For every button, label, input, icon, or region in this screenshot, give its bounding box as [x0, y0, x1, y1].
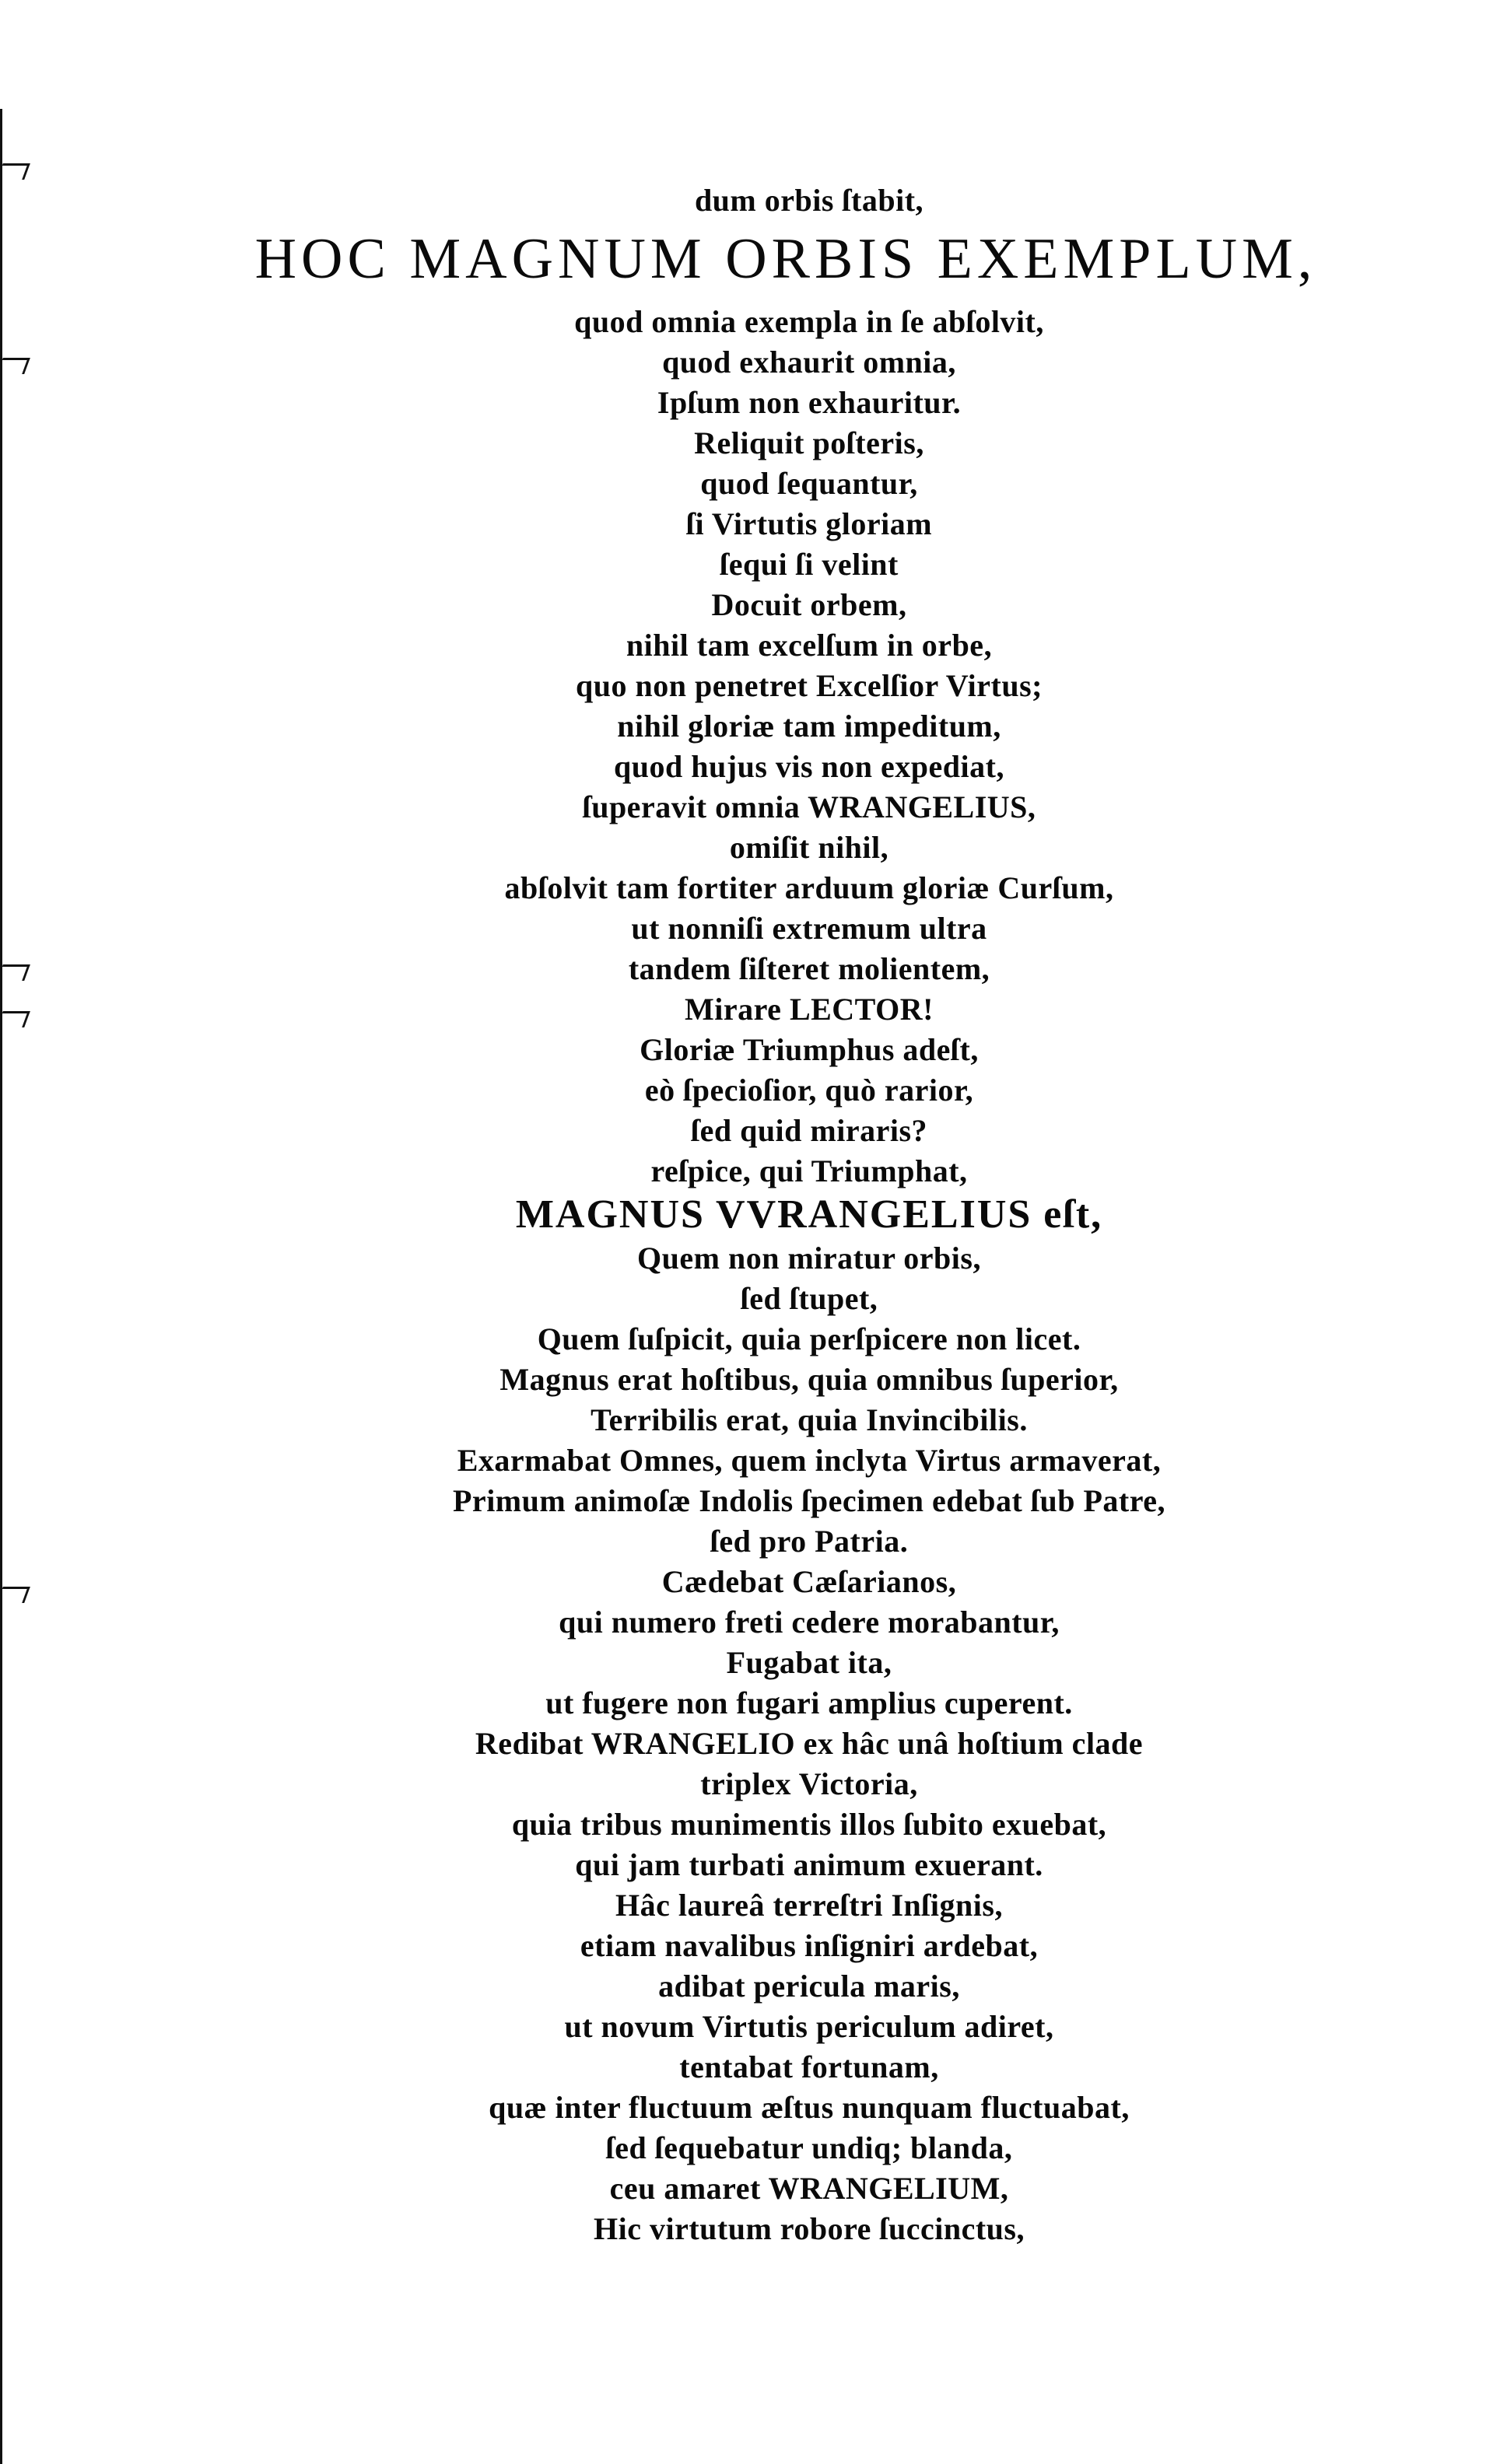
- text-line: ſed ſtupet,: [740, 1281, 878, 1316]
- text-line: Exarmabat Omnes, quem inclyta Virtus armaverat,: [457, 1443, 1162, 1478]
- text-line: adibat pericula maris,: [658, 1969, 960, 2004]
- text-line: Gloriæ Triumphus adeſt,: [640, 1032, 979, 1067]
- binding-mark: [0, 1011, 30, 1027]
- binding-mark: [0, 1587, 30, 1603]
- text-line: ſequi ſi velint: [720, 547, 899, 582]
- text-line: Quem non miratur orbis,: [637, 1241, 981, 1276]
- binding-mark: [0, 358, 30, 374]
- text-line: abſolvit tam fortiter arduum gloriæ Curſum,: [504, 870, 1114, 905]
- text-line: ſi Virtutis gloriam: [685, 506, 933, 541]
- text-line: ut nonniſi extremum ultra: [631, 911, 987, 946]
- text-line: tentabat fortunam,: [679, 2049, 939, 2084]
- text-line: qui numero freti cedere morabantur,: [559, 1605, 1060, 1640]
- text-line: dum orbis ſtabit,: [694, 183, 924, 218]
- text-line: tandem ſiſteret molientem,: [628, 951, 990, 986]
- binding-mark: [0, 964, 30, 981]
- text-line: Primum animoſæ Indolis ſpecimen edebat ſub Patre,: [453, 1483, 1165, 1518]
- text-line: etiam navalibus inſigniri ardebat,: [580, 1928, 1039, 1963]
- text-line: Hic virtutum robore ſuccinctus,: [594, 2211, 1025, 2246]
- text-line: quod ſequantur,: [700, 466, 918, 501]
- text-line: omiſit nihil,: [729, 830, 889, 865]
- text-line: ſed pro Patria.: [710, 1524, 909, 1559]
- text-line: quod exhaurit omnia,: [662, 345, 956, 380]
- text-line: ceu amaret WRANGELIUM,: [609, 2171, 1009, 2206]
- text-line: qui jam turbati animum exuerant.: [575, 1847, 1043, 1882]
- text-line: eò ſpecioſior, quò rarior,: [644, 1073, 974, 1108]
- text-line: ſed quid miraris?: [690, 1113, 928, 1148]
- text-line: Ipſum non exhauritur.: [657, 385, 962, 420]
- text-line: Cædebat Cæſarianos,: [661, 1564, 957, 1599]
- text-line: Quem ſuſpicit, quia perſpicere non licet.: [537, 1321, 1081, 1356]
- text-line: triplex Victoria,: [700, 1766, 918, 1801]
- page-binding-edge: [0, 109, 2, 2464]
- text-line: ſuperavit omnia WRANGELIUS,: [582, 789, 1036, 824]
- text-line: Redibat WRANGELIO ex hâc unâ hoſtium clade: [475, 1726, 1144, 1761]
- text-line: nihil tam excelſum in orbe,: [626, 628, 993, 663]
- text-line: Fugabat ita,: [726, 1645, 892, 1680]
- text-line: Reliquit poſteris,: [694, 425, 924, 460]
- binding-mark: [0, 163, 30, 180]
- emphasis-line: MAGNUS VVRANGELIUS eſt,: [515, 1192, 1103, 1237]
- text-line: quod hujus vis non expediat,: [614, 749, 1004, 784]
- text-line: Magnus erat hoſtibus, quia omnibus ſuperior,: [499, 1362, 1119, 1397]
- heading-line: HOC MAGNUM ORBIS EXEMPLUM,: [254, 227, 1317, 291]
- text-line: ut novum Virtutis periculum adiret,: [564, 2009, 1054, 2044]
- text-line: Mirare LECTOR!: [685, 992, 934, 1027]
- text-line: nihil gloriæ tam impeditum,: [617, 709, 1001, 744]
- text-line: quia tribus munimentis illos ſubito exuebat,: [511, 1807, 1107, 1842]
- text-line: ſed ſequebatur undiq; blanda,: [605, 2130, 1013, 2165]
- text-line: Docuit orbem,: [711, 587, 907, 622]
- text-line: quo non penetret Excelſior Virtus;: [576, 668, 1043, 703]
- text-line: quæ inter fluctuum æſtus nunquam fluctuabat,: [489, 2090, 1130, 2125]
- text-line: reſpice, qui Triumphat,: [650, 1153, 968, 1188]
- text-line: Terribilis erat, quia Invincibilis.: [591, 1402, 1028, 1437]
- text-line: quod omnia exempla in ſe abſolvit,: [574, 304, 1044, 339]
- text-line: ut fugere non fugari amplius cuperent.: [545, 1685, 1073, 1720]
- page-text: [233, 180, 1385, 2249]
- text-line: Hâc laureâ terreſtri Inſignis,: [615, 1888, 1003, 1923]
